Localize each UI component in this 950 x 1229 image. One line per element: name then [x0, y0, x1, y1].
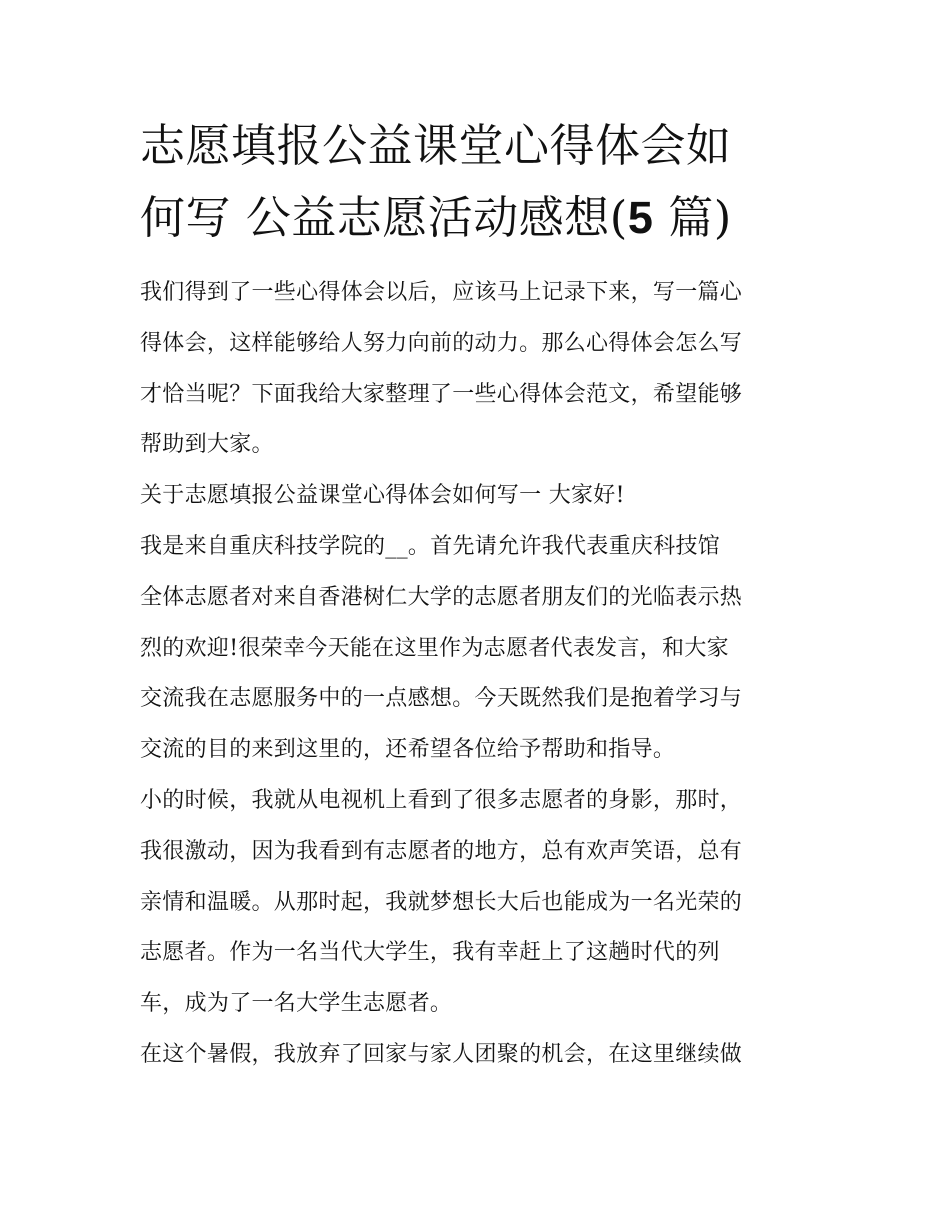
- paragraph-line: 得体会，这样能够给人努力向前的动力。那么心得体会怎么写: [140, 330, 743, 356]
- title-line-2: [140, 182, 820, 254]
- document-body: [140, 268, 820, 1081]
- paragraph-line: 全体志愿者对来自香港树仁大学的志愿者朋友们的光临表示热: [140, 584, 743, 610]
- paragraph-line: 车，成为了一名大学生志愿者。: [140, 991, 453, 1017]
- paragraph-intro: [140, 268, 820, 471]
- title-line-1: 志愿填报公益课堂心得体会如: [140, 119, 732, 172]
- paragraph-section-heading: [140, 471, 820, 522]
- paragraph-line: 关于志愿填报公益课堂心得体会如何写一 大家好!: [140, 483, 625, 509]
- document-title: [140, 110, 820, 254]
- title-line-2-main: 何写 公益志愿活动感想(: [140, 191, 628, 244]
- document-page: [140, 110, 820, 1081]
- paragraph-line: 我们得到了一些心得体会以后，应该马上记录下来，写一篇心: [140, 280, 743, 305]
- title-line-2-tail: 篇): [653, 191, 732, 244]
- paragraph-line: 志愿者。作为一名当代大学生，我有幸赶上了这趟时代的列: [140, 940, 720, 966]
- title-count: 5: [627, 192, 654, 243]
- paragraph-line: 交流的目的来到这里的，还希望各位给予帮助和指导。: [140, 737, 676, 763]
- paragraph-line: 交流我在志愿服务中的一点感想。今天既然我们是抱着学习与: [140, 686, 743, 712]
- paragraph-line: 我很激动，因为我看到有志愿者的地方，总有欢声笑语，总有: [140, 838, 743, 864]
- paragraph-line: 亲情和温暖。从那时起，我就梦想长大后也能成为一名光荣的: [140, 889, 743, 915]
- paragraph-line: 才恰当呢？下面我给大家整理了一些心得体会范文，希望能够: [140, 381, 743, 407]
- paragraph-greeting: [140, 522, 820, 776]
- paragraph-line: 在这个暑假，我放弃了回家与家人团聚的机会，在这里继续做: [140, 1041, 743, 1067]
- paragraph-line: 帮助到大家。: [140, 432, 274, 458]
- paragraph-childhood: [140, 776, 820, 1030]
- paragraph-line: 烈的欢迎!很荣幸今天能在这里作为志愿者代表发言，和大家: [140, 635, 729, 661]
- paragraph-summer: [140, 1030, 820, 1081]
- paragraph-line: 小的时候，我就从电视机上看到了很多志愿者的身影，那时，: [140, 787, 743, 813]
- paragraph-line: 我是来自重庆科技学院的__。首先请允许我代表重庆科技馆: [140, 533, 721, 559]
